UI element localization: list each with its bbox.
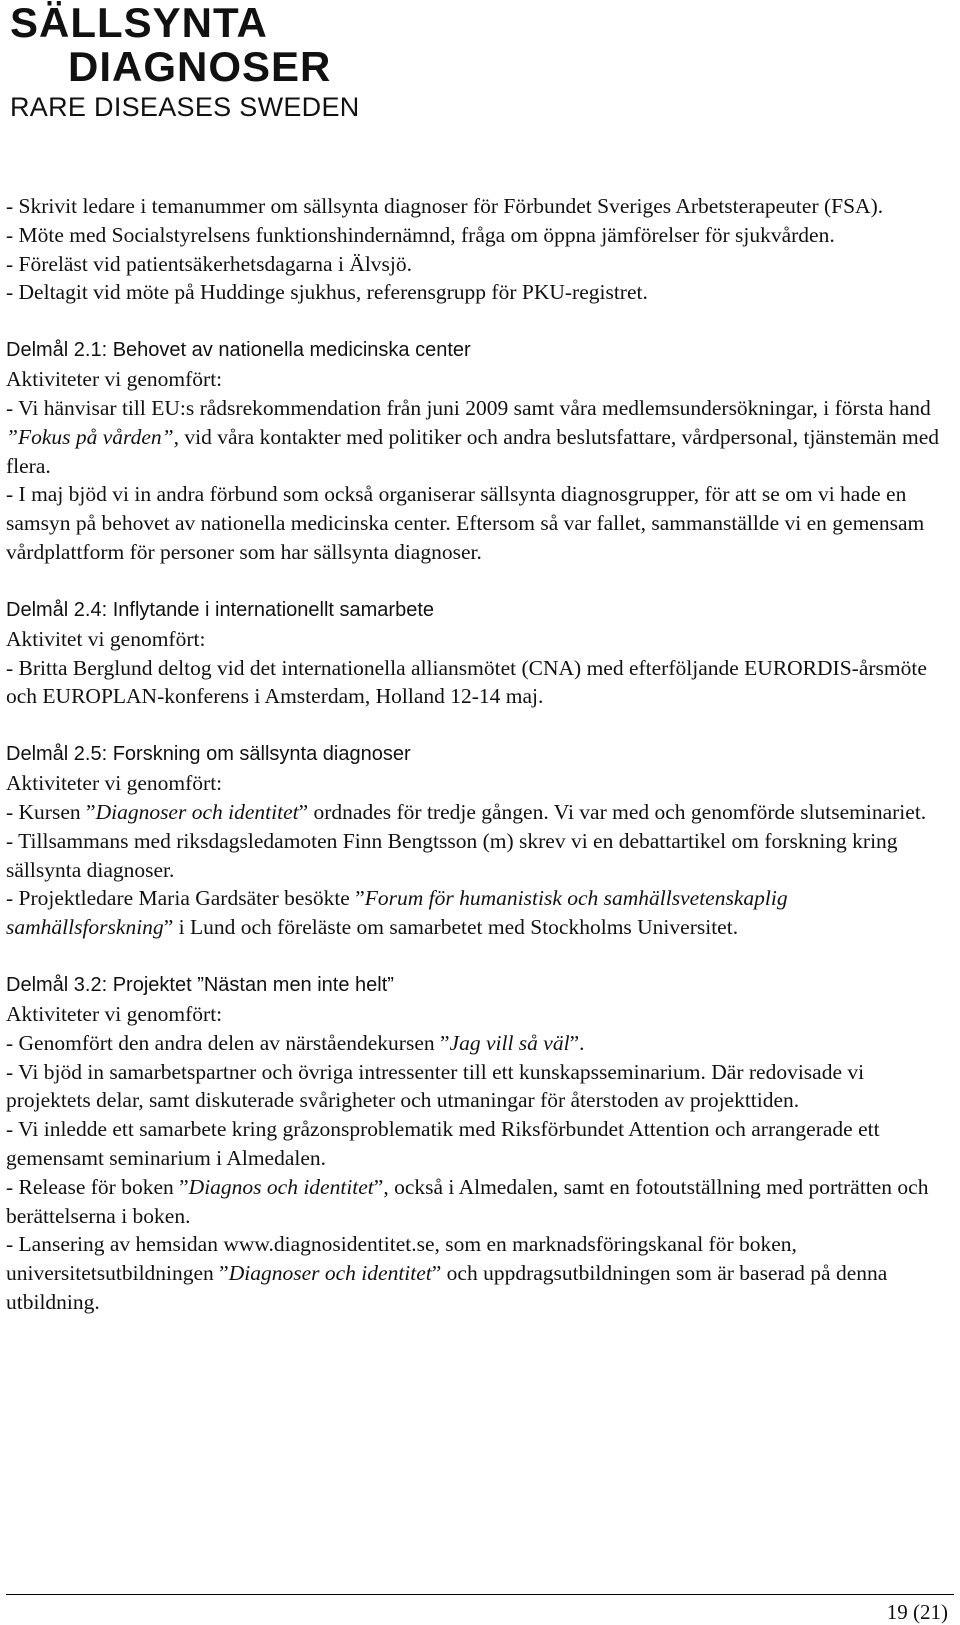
section-heading: Delmål 3.2: Projektet ”Nästan men inte helt” [6, 973, 394, 996]
organization-logo [10, 2, 360, 121]
intro-item: - Möte med Socialstyrelsens funktionshindernämnd, fråga om öppna jämförelser för sjukvården. [6, 222, 835, 247]
paragraph: - Vi hänvisar till EU:s rådsrekommendation från juni 2009 samt våra medlemsundersökningar, i första hand ”Fokus på vården”, vid våra kontakter med politiker och andra beslutsfattare, vårdpersonal, tjänstemän med flera. [6, 395, 939, 478]
paragraph: - Projektledare Maria Gardsäter besökte ”Forum för humanistisk och samhällsvetenskaplig samhällsforskning” i Lund och föreläste om samarbetet med Stockholms Universitet. [6, 886, 788, 940]
section-subheading: Aktiviteter vi genomfört: [6, 1001, 223, 1026]
section-subheading: Aktiviteter vi genomfört: [6, 367, 223, 392]
section-3-2 [6, 970, 946, 1317]
intro-list [6, 192, 946, 307]
paragraph: - I maj bjöd vi in andra förbund som också organiserar sällsynta diagnosgrupper, för att se om vi hade en samsyn på behovet av nationella medicinska center. Eftersom så var fallet, sammanställde vi en gemensam vårdplattform för personer som har sällsynta diagnoser. [6, 482, 925, 564]
section-heading: Delmål 2.1: Behovet av nationella medicinska center [6, 339, 471, 362]
intro-item: - Föreläst vid patientsäkerhetsdagarna i Älvsjö. [6, 251, 413, 276]
document-body [6, 192, 946, 1317]
paragraph: - Vi inledde ett samarbete kring gråzonsproblematik med Riksförbundet Attention och arrangerade ett gemensamt seminarium i Almedalen. [6, 1117, 880, 1170]
section-heading: Delmål 2.4: Inflytande i internationellt samarbete [6, 598, 435, 621]
footer-divider [6, 1594, 954, 1595]
paragraph: - Release för boken ”Diagnos och identitet”, också i Almedalen, samt en fotoutställning med porträtten och berättelserna i boken. [6, 1174, 929, 1228]
logo-line-1: SÄLLSYNTA [10, 0, 268, 46]
paragraph: - Kursen ”Diagnoser och identitet” ordnades för tredje gången. Vi var med och genomförde slutseminariet. [6, 799, 927, 824]
section-2-4 [6, 595, 946, 711]
section-2-1 [6, 335, 946, 567]
section-2-5 [6, 739, 946, 942]
paragraph: - Tillsammans med riksdagsledamoten Finn Bengtsson (m) skrev vi en debattartikel om forskning kring sällsynta diagnoser. [6, 828, 898, 882]
logo-line-2: DIAGNOSER [68, 43, 332, 90]
intro-item: - Skrivit ledare i temanummer om sällsynta diagnoser för Förbundet Sveriges Arbetsterapeuter (FSA). [6, 194, 884, 218]
paragraph: - Vi bjöd in samarbetspartner och övriga intressenter till ett kunskapsseminarium. Där redovisade vi projektets delar, samt diskuterade svårigheter och utmaningar för återstoden av projekttiden. [6, 1059, 865, 1113]
section-heading: Delmål 2.5: Forskning om sällsynta diagnoser [6, 743, 411, 766]
intro-item: - Deltagit vid möte på Huddinge sjukhus, referensgrupp för PKU-registret. [6, 280, 648, 305]
paragraph: - Lansering av hemsidan www.diagnosidentitet.se, som en marknadsföringskanal för boken, universitetsutbildningen ”Diagnoser och identitet” och uppdragsutbildningen som är baserad på denna utbildning. [6, 1232, 888, 1314]
paragraph: - Genomfört den andra delen av närståendekursen ”Jag vill så väl”. [6, 1030, 585, 1055]
page-number: 19 (21) [886, 1600, 948, 1624]
section-subheading: Aktiviteter vi genomfört: [6, 771, 223, 796]
section-subheading: Aktivitet vi genomfört: [6, 626, 206, 651]
paragraph: - Britta Berglund deltog vid det internationella alliansmötet (CNA) med efterföljande EURORDIS-årsmöte och EUROPLAN-konferens i Amsterdam, Holland 12-14 maj. [6, 655, 927, 709]
logo-line-3: RARE DISEASES SWEDEN [10, 92, 360, 122]
